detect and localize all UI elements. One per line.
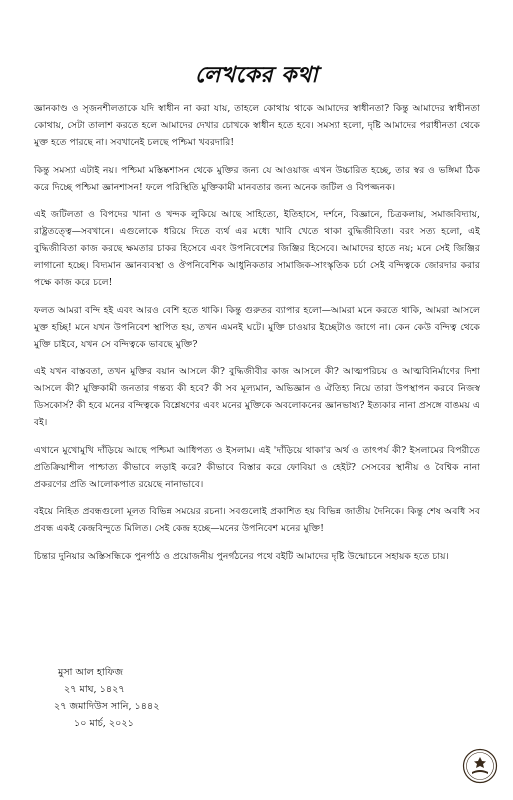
paragraph: বইয়ে নিহিত প্রবন্ধগুলো মূলত বিভিন্ন সময়ের রচনা। সবগুলোই প্রকাশিত হয় বিভিন্ন জাতীয় দৈনিকে। কিন্তু শেষ অবধি সব প্রবন্ধ একই কেন্দ্রবিন্দুতে মিলিত। সেই কেন্দ্র হচ্ছে—মনের উপনিবেশ মনের মুক্তি! — [34, 506, 480, 534]
preface-body — [34, 100, 480, 575]
paragraph: ফলত আমরা বন্দি হই এবং আরও বেশি হতে থাকি। কিন্তু গুরুতর ব্যাপার হলো—আমরা মনে করতে থাকি, আমরা আসলে মুক্ত হচ্ছি! মনে যখন উপনিবেশ স্থাপিত হয়, তখন এমনই ঘটে। মুক্তি চাওয়ার ইচ্ছেটাও জাগে না। কেন কেউ বন্দিত্ব থেকে মুক্তি চাইবে, যখন সে বন্দিত্বকে ভাবছে মুক্তি? — [34, 304, 480, 350]
publisher-seal-icon — [462, 748, 498, 784]
paragraph: কিন্তু সমস্যা এটাই নয়। পশ্চিমা মস্তিষ্কশাসন থেকে মুক্তির জন্য যে আওয়াজ এখন উচ্চারিত হচ্ছে, তার স্বর ও ভঙ্গিমা ঠিক করে দিচ্ছে পশ্চিমা জ্ঞানশাসন! ফলে পরিস্থিতি মুক্তিকামী মানবতার জন্য অনেক জটিল ও বিপজ্জনক। — [34, 164, 480, 193]
paragraph: এই জটিলতা ও বিপদের খানা ও খন্দক লুকিয়ে আছে সাহিত্যে, ইতিহাসে, দর্শনে, বিজ্ঞানে, চিত্রকলায়, সমাজবিদ্যায়, রাষ্ট্রতত্ত্বে—সবখানে। এগুলোকে ধরিয়ে দিতে ব্যর্থ এর মধ্যে খাবি খেতে থাকা বুদ্ধিজীবিতা। বরং সত্য হলো, এই বুদ্ধিজীবিতা কাজ করছে ক্ষমতার চাকর হিসেবে এবং উপনিবেশের জিঞ্জির হিসেবে। আমাদের হাতে নয়; মনে সেই জিঞ্জির লাগানো হচ্ছে। বিদ্যমান জ্ঞানব্যবস্থা ও ঔপনিবেশিক আধুনিকতার সামাজিক-সাংস্কৃতিক চর্চা সেই বন্দিত্বকে জোরদার করার পক্ষে কাজ করে চলে! — [34, 209, 480, 288]
date-bangla: ২৭ মাঘ, ১৪২৭ — [64, 684, 125, 695]
paragraph: এই যখন বাস্তবতা, তখন মুক্তির বয়ান আসলে কী? বুদ্ধিজীবীর কাজ আসলে কী? আত্মপরিচয় ও আত্মবিনির্মাণের দিশা আসলে কী? মুক্তিকামী জনতার গন্তব্য কী হবে? কী সব মূল্যমান, অভিজ্ঞান ও ঐতিহ্য নিয়ে তারা উপস্থাপন করবে নিজস্ব ডিসকোর্স? কী হবে মনের বন্দিত্বকে বিশ্লেষণের এবং মনের মুক্তিকে অবলোকনের জ্ঞানভাষ্য? ইত্যকার নানা প্রসঙ্গে বাঙময় এ বই। — [34, 366, 480, 428]
paragraph: জ্ঞানকাণ্ড ও সৃজনশীলতাকে যদি স্বাধীন না করা যায়, তাহলে কোথায় থাকে আমাদের স্বাধীনতা? কিন্তু আমাদের স্বাধীনতা কোথায়, সেটা তালাশ করতে হলে আমাদের দেখার চোখকে স্বাধীন হতে হবে। সমস্যা হলো, দৃষ্টি আমাদের পরাধীনতা থেকে মুক্ত হতে পারছে না। সবখানেই চলছে পশ্চিমা খবরদারি! — [34, 103, 480, 148]
paragraph: চিন্তার দুনিয়ার অস্তিসন্ধিকে পুনর্পাঠ ও প্রয়োজনীয় পুনর্গঠনের পথে বইটি আমাদের দৃষ্টি উন্মোচনে সহায়ক হতে চায়। — [34, 550, 449, 562]
author-signature-block — [54, 664, 160, 732]
date-hijri: ২৭ জমাদিউস সানি, ১৪৪২ — [54, 701, 160, 712]
author-name: মুসা আল হাফিজ — [58, 667, 124, 678]
paragraph: এখানে মুখোমুখি দাঁড়িয়ে আছে পশ্চিমা আধিপত্য ও ইসলাম। এই 'দাঁড়িয়ে থাকা'র অর্থ ও তাৎপর্য কী? ইসলামের বিপরীতে প্রতিক্রিয়াশীল পাশ্চাত্য কীভাবে লড়াই করে? কীভাবে বিস্তার করে ফোবিয়া ও হেইট? সেসবের স্থানীয় ও বৈশ্বিক নানা প্রকরণের প্রতি আলোকপাত রয়েছে নানাভাবে। — [34, 444, 480, 490]
page-title: লেখকের কথা — [194, 62, 319, 88]
date-gregorian: ১০ মার্চ, ২০২১ — [74, 718, 134, 729]
